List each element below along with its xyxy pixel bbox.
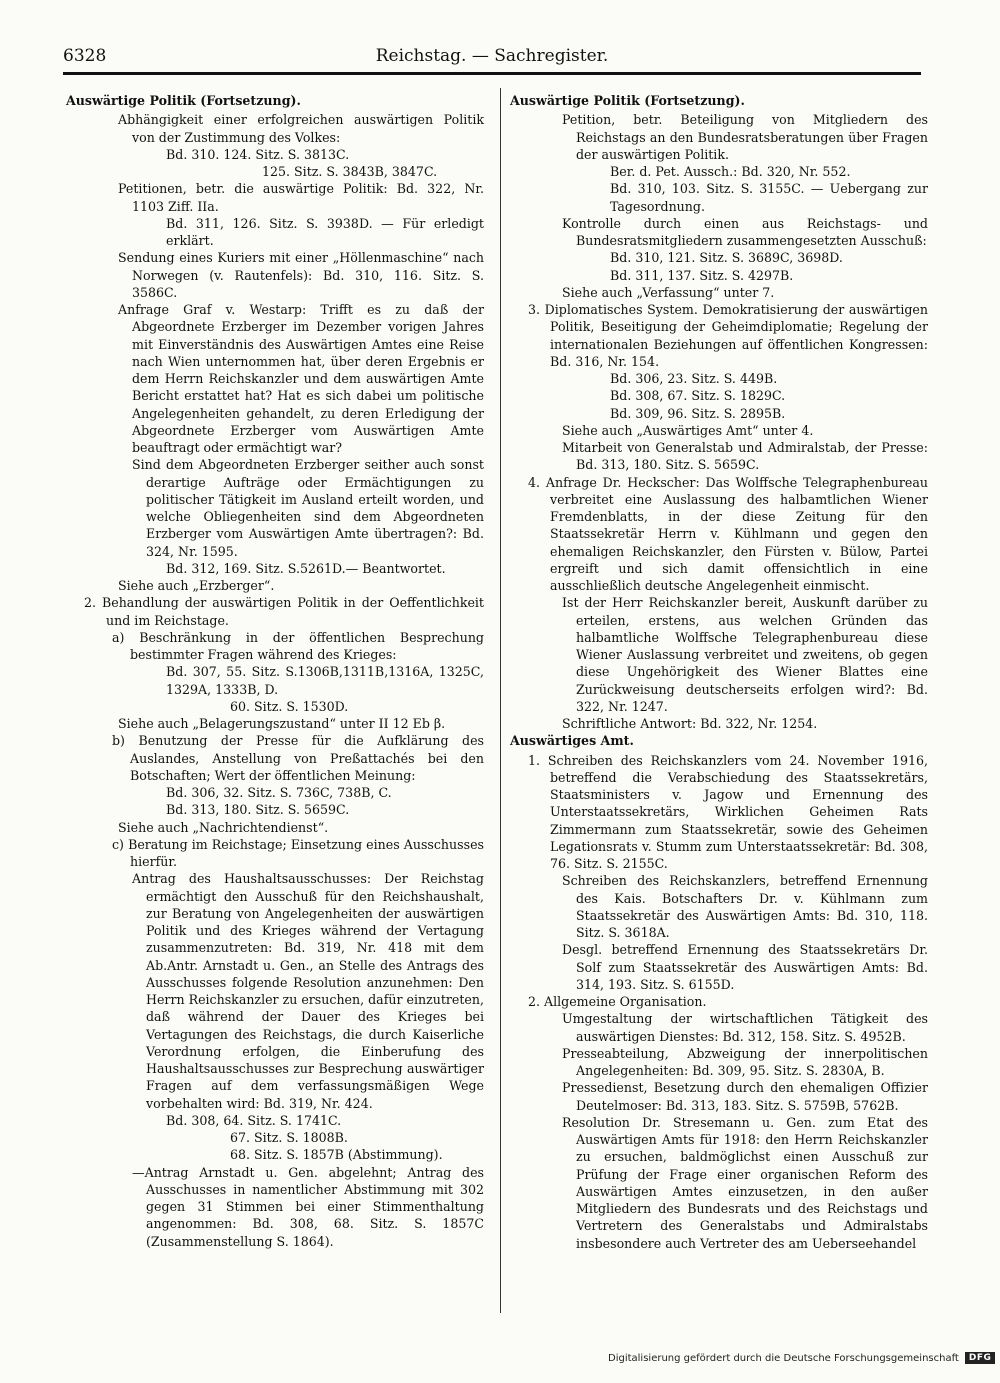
index-entry: a) Beschränkung in der öffentlichen Besprechung bestimmter Fragen während des Krieges: [112,629,484,662]
index-entry: Bd. 308, 67. Sitz. S. 1829C. [610,388,786,404]
index-entry: Anfrage Graf v. Westarp: Trifft es zu daß der Abgeordnete Erzberger im Dezember vorigen Jahres mit Einverständnis des Auswärtigen Amtes eine Reise nach Wien unternommen hat, über deren Ergebnis er dem Herrn Reichskanzler und dem auswärtigen Amte Bericht erstattet hat? Hat es sich dabei um politische Angelegenheiten gehandelt, zu deren Erledigung der Abgeordnete Erzberger vom Auswärtigen Amte beauftragt oder ermächtigt war? [118,302,484,455]
index-entry: Bd. 308, 64. Sitz. S. 1741C. [166,1112,342,1128]
index-entry: 60. Sitz. S. 1530D. [230,698,349,714]
dfg-logo: DFG [965,1352,996,1364]
index-entry: Bd. 309, 96. Sitz. S. 2895B. [610,405,786,421]
footer [608,1352,995,1364]
index-entry: Pressedienst, Besetzung durch den ehemaligen Offizier Deutelmoser: Bd. 313, 183. Sitz. S. 5759B, 5762B. [562,1080,928,1113]
running-title: Reichstag. — Sachregister. [375,46,609,66]
index-entry: Siehe auch „Nachrichtendienst“. [118,819,329,835]
index-entry: Petition, betr. Beteiligung von Mitgliedern des Reichstags an den Bundesratsberatungen über Fragen der auswärtigen Politik. [562,112,928,162]
index-entry: 67. Sitz. S. 1808B. [230,1130,348,1145]
index-entry: —Antrag Arnstadt u. Gen. abgelehnt; Antrag des Ausschusses in namentlicher Abstimmung mit 302 gegen 31 Stimmen bei einer Stimmenthaltung angenommen: Bd. 308, 68. Sitz. S. 1857C (Zusammenstellung S. 1864). [132,1164,484,1249]
index-entry: Sendung eines Kuriers mit einer „Höllenmaschine“ nach Norwegen (v. Rautenfels): Bd. 310, 116. Sitz. S. 3586C. [118,250,484,300]
index-entry: Resolution Dr. Stresemann u. Gen. zum Etat des Auswärtigen Amts für 1918: den Herrn Reichskanzler zu ersuchen, baldmöglichst einen Ausschuß zur Prüfung der Frage einer organischen Reform des Auswärtigen Amtes einzusetzen, in den außer Mitgliedern des Bundesrats und des Reichstags und Vertretern des Generalstabs und Admiralstabs insbesondere auch Vertreter des am Ueberseehandel [562,1114,928,1251]
index-entry: Antrag des Haushaltsausschusses: Der Reichstag ermächtigt den Ausschuß für den Reichshaushalt, zur Beratung von Angelegenheiten der auswärtigen Politik und des Krieges während der Vertagung zusammenzutreten: Bd. 319, Nr. 418 mit dem Ab.Antr. Arnstadt u. Gen., an Stelle des Antrags des Ausschusses folgende Resolution anzunehmen: Den Herrn Reichskanzler zu ersuchen, dafür einzutreten, daß während der Dauer des Krieges bei Vertagungen des Reichstags, die durch Kaiserliche Verordnung erfolgen, die Einberufung des Haushaltsausschusses zur Besprechung auswärtiger Fragen auf dem verfassungsmäßigen Wege vorbehalten wird: Bd. 319, Nr. 424. [132,871,484,1111]
index-entry: 4. Anfrage Dr. Heckscher: Das Wolffsche Telegraphenbureau verbreitet eine Auslassung des halbamtlichen Wiener Fremdenblatts, in der diese Zeitung für den Staatssekretär Herrn v. Kühlmann und gegen den ehemaligen Reichskanzler, den Fürsten v. Bülow, Partei ergreift und sich damit offensichtlich in eine ausschließlich deutsche Angelegenheit einmischt. [528,474,928,593]
index-entry: Schreiben des Reichskanzlers, betreffend Ernennung des Kais. Botschafters Dr. v. Kühlmann zum Staatssekretär des Auswärtigen Amts: Bd. 310, 118. Sitz. S. 3618A. [562,873,928,940]
page-number: 6328 [63,46,107,66]
column-divider [500,88,501,1313]
index-entry: Desgl. betreffend Ernennung des Staatssekretärs Dr. Solf zum Staatssekretär des Auswärtigen Amts: Bd. 314, 193. Sitz. S. 6155D. [562,942,928,992]
index-entry: Bd. 310, 121. Sitz. S. 3689C, 3698D. [610,250,843,266]
footer-text: Digitalisierung gefördert durch die Deutsche Forschungsgemeinschaft [608,1352,959,1364]
header-rule [63,72,921,75]
index-entry: Ber. d. Pet. Aussch.: Bd. 320, Nr. 552. [610,164,851,179]
index-entry: b) Benutzung der Presse für die Aufklärung des Auslandes, Anstellung von Preßattachés bei den Botschaften; Wert der öffentlichen Meinung: [112,733,484,783]
index-entry: Bd. 306, 32. Sitz. S. 736C, 738B, C. [166,785,392,800]
index-entry: Bd. 311, 126. Sitz. S. 3938D. — Für erledigt erklärt. [166,215,484,248]
index-entry: Umgestaltung der wirtschaftlichen Tätigkeit des auswärtigen Dienstes: Bd. 312, 158. Sitz. S. 4952B. [562,1011,928,1044]
index-entry: Bd. 310, 103. Sitz. S. 3155C. — Uebergang zur Tagesordnung. [610,181,928,214]
index-entry: Siehe auch „Erzberger“. [118,578,275,593]
index-entry: Petitionen, betr. die auswärtige Politik: Bd. 322, Nr. 1103 Ziff. IIa. [118,181,484,214]
index-entry: Schriftliche Antwort: Bd. 322, Nr. 1254. [562,716,818,731]
index-entry: Sind dem Abgeordneten Erzberger seither auch sonst derartige Aufträge oder Ermächtigungen zu politischer Tätigkeit im Ausland erteilt worden, und welche Obliegenheiten sind dem Abgeordneten Erzberger vom Auswärtigen Amte übertragen?: Bd. 324, Nr. 1595. [132,457,484,559]
section-heading: Auswärtige Politik (Fortsetzung). [510,93,745,108]
index-entry: 2. Allgemeine Organisation. [528,994,707,1009]
index-entry: Bd. 312, 169. Sitz. S.5261D.— Beantwortet. [166,560,446,576]
index-entry: Bd. 306, 23. Sitz. S. 449B. [610,371,778,386]
index-entry: Bd. 311, 137. Sitz. S. 4297B. [610,267,794,283]
index-entry: Mitarbeit von Generalstab und Admiralstab, der Presse: Bd. 313, 180. Sitz. S. 5659C. [562,440,928,473]
index-entry: Presseabteilung, Abzweigung der innerpolitischen Angelegenheiten: Bd. 309, 95. Sitz. S. 2830A, B. [562,1045,928,1078]
index-entry: 1. Schreiben des Reichskanzlers vom 24. November 1916, betreffend die Verabschiedung des Staatssekretärs, Staatsministers v. Jagow und Ernennung des Unterstaatssekretärs, Wirklichen Geheimen Rats Zimmermann zum Staatssekretär, sowie des Geheimen Legationsrats v. Stumm zum Unterstaatssekretär: Bd. 308, 76. Sitz. S. 2155C. [528,752,928,871]
index-entry: Bd. 310. 124. Sitz. S. 3813C. [166,146,350,162]
section-heading: Auswärtige Politik (Fortsetzung). [66,93,301,108]
index-entry: Bd. 307, 55. Sitz. S.1306B,1311B,1316A, 1325C, 1329A, 1333B, D. [166,664,484,697]
index-entry: 68. Sitz. S. 1857B (Abstimmung). [230,1147,443,1163]
index-entry: Siehe auch „Verfassung“ unter 7. [562,284,775,300]
index-entry: Siehe auch „Auswärtiges Amt“ unter 4. [562,422,814,438]
index-entry: Bd. 313, 180. Sitz. S. 5659C. [166,802,350,818]
page-header [63,44,921,74]
index-entry: Abhängigkeit einer erfolgreichen auswärtigen Politik von der Zustimmung des Volkes: [118,112,484,145]
section-heading: Auswärtiges Amt. [510,733,634,749]
index-entry: 125. Sitz. S. 3843B, 3847C. [262,164,438,179]
right-column [510,92,928,1252]
index-entry: Ist der Herr Reichskanzler bereit, Auskunft darüber zu erteilen, erstens, aus welchen Gründen das halbamtliche Wolffsche Telegraphenbureau diese Wiener Auslassung verbreitet und zweitens, ob gegen diese Ungehörigkeit des Wiener Blattes eine Zurückweisung deutscherseits erfolgen wird?: Bd. 322, Nr. 1247. [562,595,928,714]
index-entry: Siehe auch „Belagerungszustand“ unter II 12 Eb β. [118,716,446,731]
index-entry: 2. Behandlung der auswärtigen Politik in der Oeffentlichkeit und im Reichstage. [84,595,484,628]
left-column [66,92,484,1250]
index-entry: c) Beratung im Reichstage; Einsetzung eines Ausschusses hierfür. [112,836,484,869]
index-entry: Kontrolle durch einen aus Reichstags- und Bundesratsmitgliedern zusammengesetzten Ausschuß: [562,215,928,248]
index-entry: 3. Diplomatisches System. Demokratisierung der auswärtigen Politik, Beseitigung der Geheimdiplomatie; Regelung der internationalen Beziehungen auf öffentlichen Kongressen: Bd. 316, Nr. 154. [528,302,928,369]
